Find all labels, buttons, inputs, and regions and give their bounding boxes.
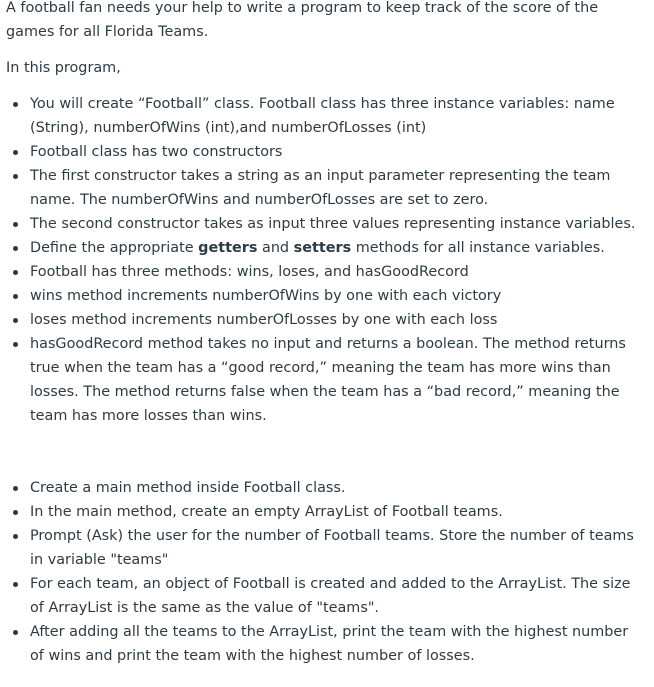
getters-setters-post: methods for all instance variables.: [351, 240, 605, 256]
getters-keyword: getters: [198, 240, 258, 256]
main-method-list: [10, 476, 634, 668]
list-item: loses method increments numberOfLosses by one with each loss: [10, 308, 652, 332]
list-item: Football has three methods: wins, loses, and hasGoodRecord: [10, 260, 652, 284]
list-item: [10, 236, 652, 260]
list-item: The second constructor takes as input three values representing instance variables.: [10, 212, 652, 236]
requirements-list: [10, 92, 652, 428]
list-item: You will create “Football” class. Football class has three instance variables: name (String), numberOfWins (int),and numberOfLosses (int): [10, 92, 652, 140]
list-item: Create a main method inside Football class.: [10, 476, 634, 500]
list-item: Football class has two constructors: [10, 140, 652, 164]
list-item: The first constructor takes a string as an input parameter representing the team name. The numberOfWins and numberOfLosses are set to zero.: [10, 164, 652, 212]
list-item: hasGoodRecord method takes no input and returns a boolean. The method returns true when the team has a “good record,” meaning the team has more wins than losses. The method returns false when the team has a “bad record,” meaning the team has more losses than wins.: [10, 332, 652, 428]
getters-setters-pre: Define the appropriate: [30, 240, 199, 256]
list-item: Prompt (Ask) the user for the number of Football teams. Store the number of teams in variable "teams": [10, 524, 634, 572]
intro-paragraph: A football fan needs your help to write a program to keep track of the score of the games for all Florida Teams.: [6, 0, 599, 40]
lead-paragraph: In this program,: [6, 60, 121, 76]
list-item: wins method increments numberOfWins by one with each victory: [10, 284, 652, 308]
getters-setters-mid: and: [257, 240, 294, 256]
list-item: After adding all the teams to the ArrayList, print the team with the highest number of wins and print the team with the highest number of losses.: [10, 620, 634, 668]
list-item: In the main method, create an empty ArrayList of Football teams.: [10, 500, 634, 524]
list-item: For each team, an object of Football is created and added to the ArrayList. The size of ArrayList is the same as the value of "teams".: [10, 572, 634, 620]
setters-keyword: setters: [293, 240, 352, 256]
